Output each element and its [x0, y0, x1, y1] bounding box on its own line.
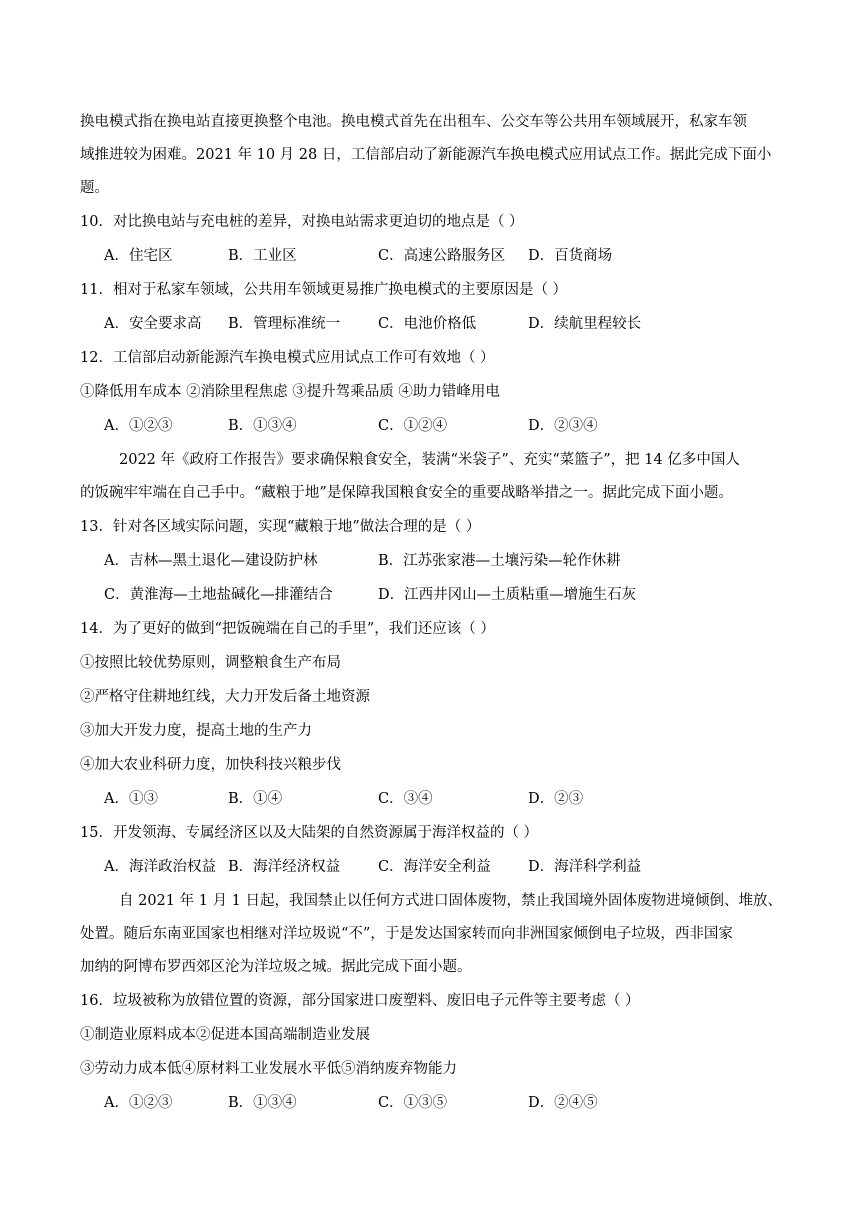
option-c: C．海洋安全利益	[378, 859, 491, 875]
question-stem: 16．垃圾被称为放错位置的资源，部分国家进口废塑料、废旧电子元件等主要考虑（ ）	[80, 993, 640, 1009]
option-c: C．高速公路服务区	[378, 248, 506, 264]
option-a: A．①②③	[104, 418, 173, 434]
option-d: D．②③	[528, 791, 584, 807]
option-a: A．①③	[104, 791, 158, 807]
option-c: C．电池价格低	[378, 316, 477, 332]
option-d: D．②③④	[528, 418, 598, 434]
option-d: D．海洋科学利益	[528, 859, 642, 875]
passage-line: 加纳的阿博布罗西郊区沦为洋垃圾之城。据此完成下面小题。	[80, 959, 472, 975]
question-stem: 14．为了更好的做到“把饭碗端在自己的手里”，我们还应该（ ）	[80, 621, 495, 637]
question-stem: 10．对比换电站与充电桩的差异，对换电站需求更迫切的地点是（ ）	[80, 214, 524, 230]
question-stem: 13．针对各区域实际问题，实现“藏粮于地”做法合理的是（ ）	[80, 519, 481, 535]
option-b: B．①③④	[228, 1095, 297, 1111]
statement: ③劳动力成本低④原材料工业发展水平低⑤消纳废弃物能力	[80, 1061, 457, 1077]
passage-line: 的饭碗牢牢端在自己手中。“藏粮于地”是保障我国粮食安全的重要战略举措之一。据此完成下面小题。	[80, 485, 733, 501]
statement: ①按照比较优势原则，调整粮食生产布局	[80, 655, 341, 671]
option-c: C．①②④	[378, 418, 448, 434]
option-b: B．海洋经济权益	[228, 859, 341, 875]
option-b: B．管理标准统一	[228, 316, 341, 332]
option-b: B．①④	[228, 791, 283, 807]
option-b: B．江苏张家港—土壤污染—轮作休耕	[378, 553, 621, 569]
question-stem: 15．开发领海、专属经济区以及大陆架的自然资源属于海洋权益的（ ）	[80, 825, 539, 841]
option-a: A．吉林—黑土退化—建设防护林	[104, 553, 318, 569]
option-b: B．①③④	[228, 418, 297, 434]
statement: ③加大开发力度，提高土地的生产力	[80, 723, 312, 739]
option-d: D．续航里程较长	[528, 316, 642, 332]
option-c: C．③④	[378, 791, 433, 807]
statement: ②严格守住耕地红线，大力开发后备土地资源	[80, 689, 370, 705]
question-stem: 12．工信部启动新能源汽车换电模式应用试点工作可有效地（ ）	[80, 350, 495, 366]
statement: ④加大农业科研力度，加快科技兴粮步伐	[80, 757, 341, 773]
option-b: B．工业区	[228, 248, 297, 264]
passage-line: 换电模式指在换电站直接更换整个电池。换电模式首先在出租车、公交车等公共用车领域展开，私家车领	[80, 114, 747, 130]
passage-line: 题。	[80, 180, 109, 196]
statement-list: ①降低用车成本 ②消除里程焦虑 ③提升驾乘品质 ④助力错峰用电	[80, 384, 500, 400]
passage-line: 域推进较为困难。2021 年 10 月 28 日，工信部启动了新能源汽车换电模式应用试点工作。据此完成下面小	[80, 147, 772, 163]
option-a: A．①②③	[104, 1095, 173, 1111]
question-stem: 11．相对于私家车领域，公共用车领域更易推广换电模式的主要原因是（ ）	[80, 282, 568, 298]
option-c: C．黄淮海—土地盐碱化—排灌结合	[104, 587, 333, 603]
option-d: D．江西井冈山—土质粘重—增施生石灰	[378, 587, 637, 603]
passage-line: 2022 年《政府工作报告》要求确保粮食安全，装满“米袋子”、充实“菜篮子”，把 14 亿多中国人	[119, 452, 740, 468]
option-c: C．①③⑤	[378, 1095, 448, 1111]
option-d: D．②④⑤	[528, 1095, 598, 1111]
statement: ①制造业原料成本②促进本国高端制造业发展	[80, 1027, 370, 1043]
option-a: A．住宅区	[104, 248, 173, 264]
option-a: A．海洋政治权益	[104, 859, 216, 875]
passage-line: 处置。随后东南亚国家也相继对洋垃圾说“不”，于是发达国家转而向非洲国家倾倒电子垃圾，西非国家	[80, 926, 733, 942]
option-d: D．百货商场	[528, 248, 613, 264]
option-a: A．安全要求高	[104, 316, 202, 332]
passage-line: 自 2021 年 1 月 1 日起，我国禁止以任何方式进口固体废物，禁止我国境外固体废物进境倾倒、堆放、	[119, 893, 783, 909]
